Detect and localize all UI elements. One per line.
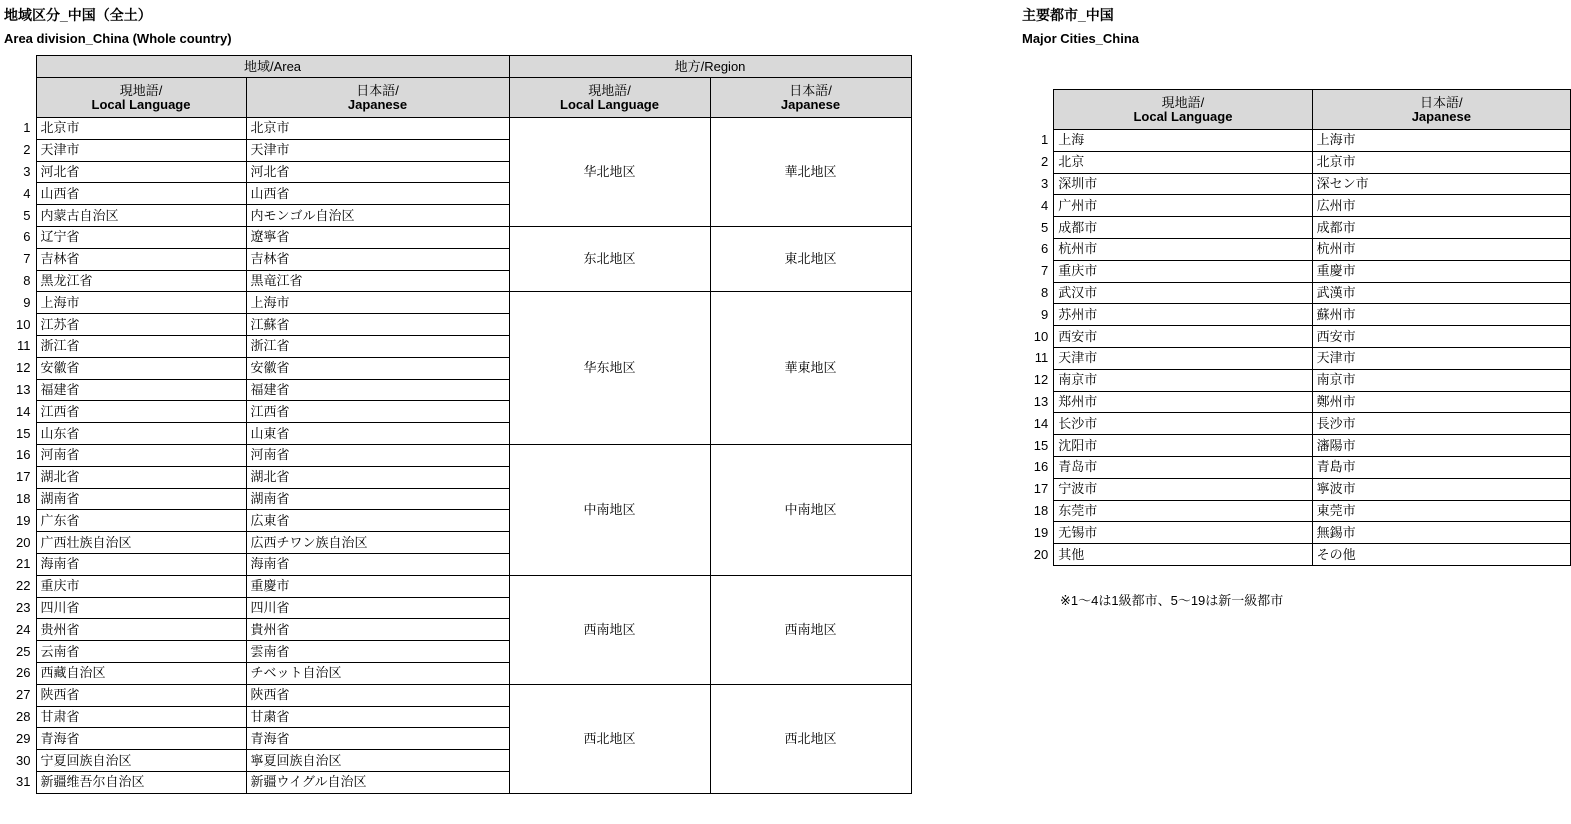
- area-local-name: 辽宁省: [36, 226, 246, 248]
- area-local-name: 广西壮族自治区: [36, 532, 246, 554]
- table-row: [1018, 238, 1571, 260]
- row-number: 12: [1018, 369, 1054, 391]
- row-number: 22: [0, 575, 36, 597]
- rownum-spacer: [0, 56, 36, 78]
- area-local-name: 江苏省: [36, 314, 246, 336]
- row-number: 6: [0, 226, 36, 248]
- area-local-name: 宁夏回族自治区: [36, 750, 246, 772]
- area-japanese-name: 河北省: [246, 161, 509, 183]
- table-row: [1018, 369, 1571, 391]
- header-city-local-line1: 現地語/: [1161, 94, 1205, 110]
- city-japanese-name: 無錫市: [1312, 522, 1570, 544]
- area-japanese-name: 広西チワン族自治区: [246, 532, 509, 554]
- area-japanese-name: 山西省: [246, 183, 509, 205]
- city-local-name: 天津市: [1054, 347, 1312, 369]
- area-japanese-name: チベット自治区: [246, 662, 509, 684]
- region-japanese-name: 中南地区: [710, 444, 911, 575]
- region-local-name: 西南地区: [509, 575, 710, 684]
- header-city-japanese-line2: Japanese: [1411, 108, 1471, 124]
- major-cities-table: [1018, 89, 1571, 566]
- area-local-name: 甘肃省: [36, 706, 246, 728]
- row-number: 24: [0, 619, 36, 641]
- region-local-name: 华北地区: [509, 118, 710, 227]
- right-title-japanese: 主要都市_中国: [1022, 7, 1114, 23]
- table-row: [0, 292, 911, 314]
- area-local-name: 西藏自治区: [36, 662, 246, 684]
- area-local-name: 湖南省: [36, 488, 246, 510]
- city-rownum-spacer: [1018, 90, 1054, 130]
- city-japanese-name: 鄭州市: [1312, 391, 1570, 413]
- table-header-row-group: [0, 56, 911, 78]
- header-city-japanese: [1312, 90, 1570, 130]
- city-japanese-name: 長沙市: [1312, 413, 1570, 435]
- row-number: 9: [1018, 304, 1054, 326]
- row-number: 20: [0, 532, 36, 554]
- area-japanese-name: 福建省: [246, 379, 509, 401]
- city-japanese-name: 上海市: [1312, 130, 1570, 152]
- area-japanese-name: 寧夏回族自治区: [246, 750, 509, 772]
- row-number: 19: [0, 510, 36, 532]
- city-local-name: 其他: [1054, 544, 1312, 566]
- area-japanese-name: 浙江省: [246, 335, 509, 357]
- area-local-name: 上海市: [36, 292, 246, 314]
- city-local-name: 沈阳市: [1054, 435, 1312, 457]
- region-japanese-name: 西南地区: [710, 575, 911, 684]
- header-region-local-line2: Local Language: [560, 96, 659, 112]
- row-number: 8: [1018, 282, 1054, 304]
- area-table-head: [0, 56, 911, 118]
- area-local-name: 重庆市: [36, 575, 246, 597]
- table-row: [1018, 456, 1571, 478]
- city-table-head: [1018, 90, 1571, 130]
- row-number: 4: [0, 183, 36, 205]
- table-row: [0, 575, 911, 597]
- row-number: 30: [0, 750, 36, 772]
- city-japanese-name: 東莞市: [1312, 500, 1570, 522]
- city-local-name: 苏州市: [1054, 304, 1312, 326]
- table-row: [1018, 500, 1571, 522]
- city-local-name: 青岛市: [1054, 456, 1312, 478]
- header-region-local: [509, 78, 710, 118]
- area-table-wrap: [0, 55, 912, 794]
- area-local-name: 江西省: [36, 401, 246, 423]
- area-japanese-name: 山東省: [246, 423, 509, 445]
- header-area-group: 地域/Area: [36, 56, 509, 78]
- area-japanese-name: 湖南省: [246, 488, 509, 510]
- area-japanese-name: 天津市: [246, 139, 509, 161]
- header-area-local: [36, 78, 246, 118]
- row-number: 3: [0, 161, 36, 183]
- area-japanese-name: 河南省: [246, 444, 509, 466]
- city-local-name: 重庆市: [1054, 260, 1312, 282]
- area-local-name: 青海省: [36, 728, 246, 750]
- row-number: 16: [0, 444, 36, 466]
- region-japanese-name: 華北地区: [710, 118, 911, 227]
- area-japanese-name: 新疆ウイグル自治区: [246, 771, 509, 793]
- area-japanese-name: 広東省: [246, 510, 509, 532]
- table-row: [0, 444, 911, 466]
- table-row: [1018, 282, 1571, 304]
- table-row: [0, 684, 911, 706]
- table-row: [1018, 151, 1571, 173]
- row-number: 7: [0, 248, 36, 270]
- header-area-local-line2: Local Language: [91, 96, 191, 112]
- area-japanese-name: 湖北省: [246, 466, 509, 488]
- header-area-japanese: [246, 78, 509, 118]
- header-region-japanese-line1: 日本語/: [789, 82, 832, 98]
- city-local-name: 南京市: [1054, 369, 1312, 391]
- table-row: [1018, 217, 1571, 239]
- table-row: [1018, 173, 1571, 195]
- area-table-body: [0, 118, 911, 794]
- row-number: 19: [1018, 522, 1054, 544]
- area-local-name: 山西省: [36, 183, 246, 205]
- row-number: 2: [0, 139, 36, 161]
- region-japanese-name: 西北地区: [710, 684, 911, 793]
- area-local-name: 天津市: [36, 139, 246, 161]
- area-local-name: 河南省: [36, 444, 246, 466]
- area-local-name: 湖北省: [36, 466, 246, 488]
- area-local-name: 贵州省: [36, 619, 246, 641]
- city-japanese-name: 重慶市: [1312, 260, 1570, 282]
- area-japanese-name: 江蘇省: [246, 314, 509, 336]
- city-local-name: 成都市: [1054, 217, 1312, 239]
- table-row: [1018, 522, 1571, 544]
- city-japanese-name: 北京市: [1312, 151, 1570, 173]
- area-local-name: 广东省: [36, 510, 246, 532]
- area-japanese-name: 甘粛省: [246, 706, 509, 728]
- city-local-name: 无锡市: [1054, 522, 1312, 544]
- table-header-row-sub: [0, 78, 911, 118]
- row-number: 14: [0, 401, 36, 423]
- area-local-name: 北京市: [36, 118, 246, 140]
- row-number: 5: [0, 205, 36, 227]
- area-japanese-name: 遼寧省: [246, 226, 509, 248]
- row-number: 31: [0, 771, 36, 793]
- row-number: 12: [0, 357, 36, 379]
- city-local-name: 郑州市: [1054, 391, 1312, 413]
- row-number: 28: [0, 706, 36, 728]
- row-number: 18: [1018, 500, 1054, 522]
- city-japanese-name: 青島市: [1312, 456, 1570, 478]
- left-title-japanese: 地域区分_中国（全土）: [4, 7, 152, 23]
- row-number: 21: [0, 553, 36, 575]
- region-local-name: 华东地区: [509, 292, 710, 445]
- row-number: 11: [0, 335, 36, 357]
- city-japanese-name: 杭州市: [1312, 238, 1570, 260]
- city-japanese-name: 西安市: [1312, 326, 1570, 348]
- left-title-block: [0, 0, 912, 47]
- city-japanese-name: 南京市: [1312, 369, 1570, 391]
- header-city-local: [1054, 90, 1312, 130]
- city-note: ※1～4は1級都市、5～19は新一級都市: [1060, 592, 1284, 608]
- city-local-name: 北京: [1054, 151, 1312, 173]
- row-number: 17: [0, 466, 36, 488]
- region-local-name: 中南地区: [509, 444, 710, 575]
- table-row: [1018, 130, 1571, 152]
- row-number: 1: [0, 118, 36, 140]
- header-region-local-line1: 現地語/: [588, 82, 631, 98]
- city-table-body: [1018, 130, 1571, 566]
- row-number: 23: [0, 597, 36, 619]
- table-row: [1018, 478, 1571, 500]
- city-japanese-name: 深セン市: [1312, 173, 1570, 195]
- row-number: 8: [0, 270, 36, 292]
- city-local-name: 西安市: [1054, 326, 1312, 348]
- city-table-wrap: [1018, 89, 1571, 566]
- area-japanese-name: 内モンゴル自治区: [246, 205, 509, 227]
- row-number: 10: [0, 314, 36, 336]
- row-number: 15: [1018, 435, 1054, 457]
- area-japanese-name: 黒竜江省: [246, 270, 509, 292]
- area-division-table: [0, 55, 912, 794]
- row-number: 27: [0, 684, 36, 706]
- city-local-name: 杭州市: [1054, 238, 1312, 260]
- row-number: 6: [1018, 238, 1054, 260]
- area-japanese-name: 青海省: [246, 728, 509, 750]
- area-local-name: 云南省: [36, 641, 246, 663]
- row-number: 17: [1018, 478, 1054, 500]
- area-japanese-name: 北京市: [246, 118, 509, 140]
- table-row: [1018, 304, 1571, 326]
- city-japanese-name: 寧波市: [1312, 478, 1570, 500]
- city-japanese-name: その他: [1312, 544, 1570, 566]
- row-number: 15: [0, 423, 36, 445]
- header-region-group: 地方/Region: [509, 56, 911, 78]
- row-number: 13: [0, 379, 36, 401]
- area-local-name: 安徽省: [36, 357, 246, 379]
- table-row: [1018, 326, 1571, 348]
- region-japanese-name: 華東地区: [710, 292, 911, 445]
- city-local-name: 长沙市: [1054, 413, 1312, 435]
- area-japanese-name: 雲南省: [246, 641, 509, 663]
- region-local-name: 西北地区: [509, 684, 710, 793]
- row-number: 4: [1018, 195, 1054, 217]
- header-area-japanese-line1: 日本語/: [356, 82, 399, 98]
- header-area-japanese-line2: Japanese: [347, 96, 408, 112]
- area-local-name: 河北省: [36, 161, 246, 183]
- row-number: 26: [0, 662, 36, 684]
- row-number: 2: [1018, 151, 1054, 173]
- area-japanese-name: 陝西省: [246, 684, 509, 706]
- right-title-block: [1018, 0, 1571, 47]
- city-local-name: 武汉市: [1054, 282, 1312, 304]
- area-local-name: 浙江省: [36, 335, 246, 357]
- city-japanese-name: 武漢市: [1312, 282, 1570, 304]
- header-region-japanese: [710, 78, 911, 118]
- table-row: [1018, 413, 1571, 435]
- row-number: 14: [1018, 413, 1054, 435]
- table-row: [1018, 391, 1571, 413]
- city-japanese-name: 蘇州市: [1312, 304, 1570, 326]
- left-title-english: Area division_China (Whole country): [4, 31, 232, 46]
- row-number: 5: [1018, 217, 1054, 239]
- row-number: 7: [1018, 260, 1054, 282]
- area-local-name: 四川省: [36, 597, 246, 619]
- row-number: 9: [0, 292, 36, 314]
- table-row: [1018, 347, 1571, 369]
- row-number: 18: [0, 488, 36, 510]
- area-local-name: 黑龙江省: [36, 270, 246, 292]
- area-japanese-name: 四川省: [246, 597, 509, 619]
- table-row: [0, 226, 911, 248]
- row-number: 13: [1018, 391, 1054, 413]
- major-cities-panel: [1018, 0, 1571, 609]
- table-row: [1018, 195, 1571, 217]
- area-japanese-name: 吉林省: [246, 248, 509, 270]
- row-number: 20: [1018, 544, 1054, 566]
- row-number: 25: [0, 641, 36, 663]
- city-local-name: 广州市: [1054, 195, 1312, 217]
- area-local-name: 内蒙古自治区: [36, 205, 246, 227]
- area-japanese-name: 貴州省: [246, 619, 509, 641]
- area-local-name: 山东省: [36, 423, 246, 445]
- right-title-english: Major Cities_China: [1022, 31, 1140, 46]
- area-local-name: 海南省: [36, 553, 246, 575]
- area-japanese-name: 江西省: [246, 401, 509, 423]
- area-local-name: 新疆维吾尔自治区: [36, 771, 246, 793]
- region-local-name: 东北地区: [509, 226, 710, 291]
- city-japanese-name: 天津市: [1312, 347, 1570, 369]
- area-japanese-name: 重慶市: [246, 575, 509, 597]
- city-japanese-name: 瀋陽市: [1312, 435, 1570, 457]
- area-japanese-name: 海南省: [246, 553, 509, 575]
- row-number: 1: [1018, 130, 1054, 152]
- city-header-row: [1018, 90, 1571, 130]
- area-local-name: 吉林省: [36, 248, 246, 270]
- rownum-spacer-2: [0, 78, 36, 118]
- header-area-local-line1: 現地語/: [119, 82, 163, 98]
- row-number: 11: [1018, 347, 1054, 369]
- row-number: 16: [1018, 456, 1054, 478]
- city-japanese-name: 成都市: [1312, 217, 1570, 239]
- table-row: [1018, 544, 1571, 566]
- area-local-name: 福建省: [36, 379, 246, 401]
- header-region-japanese-line2: Japanese: [780, 96, 841, 112]
- city-japanese-name: 広州市: [1312, 195, 1570, 217]
- city-local-name: 东莞市: [1054, 500, 1312, 522]
- area-japanese-name: 上海市: [246, 292, 509, 314]
- city-local-name: 上海: [1054, 130, 1312, 152]
- row-number: 29: [0, 728, 36, 750]
- city-local-name: 宁波市: [1054, 478, 1312, 500]
- header-city-japanese-line1: 日本語/: [1420, 94, 1463, 110]
- row-number: 3: [1018, 173, 1054, 195]
- table-row: [1018, 260, 1571, 282]
- header-city-local-line2: Local Language: [1133, 108, 1233, 124]
- area-local-name: 陕西省: [36, 684, 246, 706]
- city-local-name: 深圳市: [1054, 173, 1312, 195]
- region-japanese-name: 東北地区: [710, 226, 911, 291]
- area-japanese-name: 安徽省: [246, 357, 509, 379]
- row-number: 10: [1018, 326, 1054, 348]
- table-row: [0, 118, 911, 140]
- table-row: [1018, 435, 1571, 457]
